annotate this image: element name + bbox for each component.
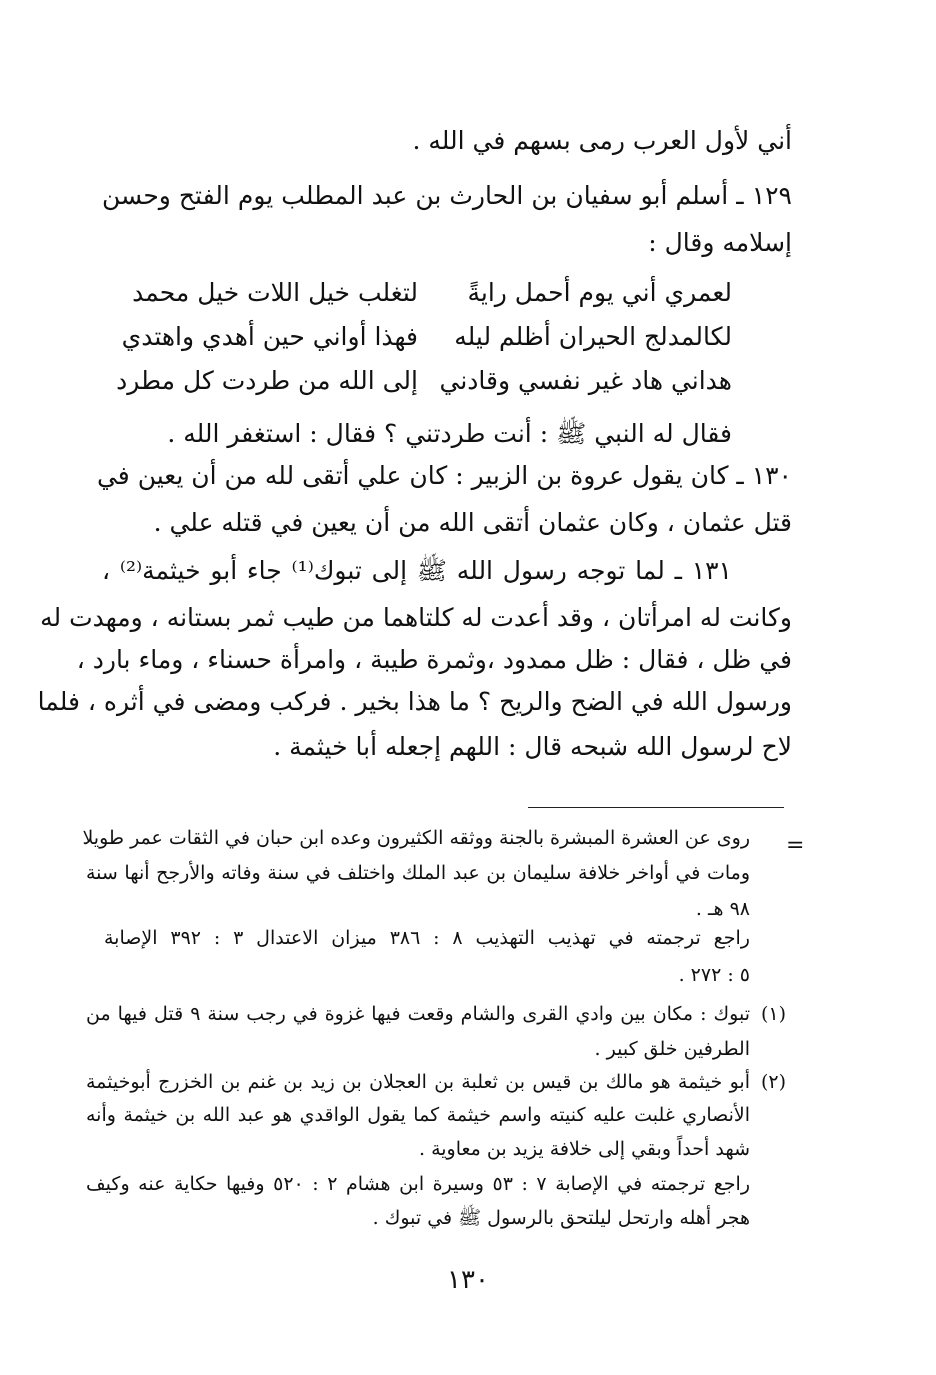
text-line-1: أني لأول العرب رمى بسهم في الله . [412,126,792,155]
footnote-cont-line-3: ٩٨ هـ . [695,898,750,920]
verse-2-left: فهذا أواني حين أهدي واهتدي [121,322,418,351]
footnote-cont-line-5: ٥ : ٢٧٢ . [678,964,750,986]
page-number: ١٣٠ [447,1265,489,1295]
text-line-3: إسلامه وقال : [648,228,792,257]
footnote-1-line-2: الطرفين خلق كبير . [594,1038,750,1060]
footnote-2-line-3: شهد أحداً وبقي إلى خلافة يزيد بن معاوية . [418,1138,750,1160]
continuation-mark: = [786,833,805,858]
text-line-131: ١٣١ ـ لما توجه رسول الله ﷺ إلى تبوك⁽¹⁾ جاء أبو خيثمة⁽²⁾ ، [102,556,732,585]
text-line-10: ورسول الله في الضح والريح ؟ ما هذا بخير . فركب ومضى في أثره ، فلما [37,687,792,716]
footnote-1-marker: (١) [760,1003,786,1025]
footnote-separator [528,807,784,808]
text-line-4: فقال له النبي ﷺ : أنت طردتني ؟ فقال : استغفر الله . [167,419,732,448]
footnote-2-line-4: راجع ترجمته في الإصابة ٧ : ٥٣ وسيرة ابن هشام ٢ : ٥٢٠ وفيها حكاية عنه وكيف [86,1173,751,1195]
text-line-6: قتل عثمان ، وكان عثمان أتقى الله من أن يعين في قتله علي . [153,508,792,537]
verse-2-right: لكالمدلج الحيران أظلم ليله [454,322,732,351]
footnote-2-line-2: الأنصاري غلبت عليه كنيته واسم خيثمة كما يقول الواقدي هو عبد الله بن خيثمة وأنه [86,1104,750,1126]
footnote-2-line-5: هجر أهله وارتحل ليلتحق بالرسول ﷺ في تبوك . [372,1207,750,1229]
footnote-cont-line-2: ومات في أواخر خلافة سليمان بن عبد الملك واختلف في سنة وفاته والأرجح أنها سنة [86,862,750,884]
text-line-8: وكانت له امرأتان ، وقد أعدت له كلتاهما من طيب ثمر بستانه ، ومهدت له [40,603,792,632]
text-line-129: ١٢٩ ـ أسلم أبو سفيان بن الحارث بن عبد المطلب يوم الفتح وحسن [102,181,792,210]
footnote-2-marker: (٢) [760,1071,786,1093]
verse-3-right: هداني هاد غير نفسي وقادني [439,366,732,395]
text-line-130: ١٣٠ ـ كان يقول عروة بن الزبير : كان علي أتقى لله من أن يعين في [96,461,792,490]
verse-1-left: لتغلب خيل اللات خيل محمد [132,278,418,307]
footnote-1-line-1: تبوك : مكان بين وادي القرى والشام وقعت فيها غزوة في رجب سنة ٩ قتل فيها من [86,1003,750,1025]
footnote-cont-line-1: روى عن العشرة المبشرة بالجنة ووثقه الكثيرون وعده ابن حبان في الثقات عمر طويلا [82,827,750,849]
text-line-9: في ظل ، فقال : ظل ممدود ،وثمرة طيبة ، وامرأة حسناء ، وماء بارد ، [76,645,792,674]
text-line-11: لاح لرسول الله شبحه قال : اللهم إجعله أبا خيثمة . [273,732,792,761]
footnote-cont-line-4: راجع ترجمته في تهذيب التهذيب ٨ : ٣٨٦ ميزان الاعتدال ٣ : ٣٩٢ الإصابة [104,927,750,949]
verse-3-left: إلى الله من طردت كل مطرد [116,366,418,395]
footnote-2-line-1: أبو خيثمة هو مالك بن قيس بن ثعلبة بن العجلان بن زيد بن غنم بن الخزرج أبوخيثمة [86,1071,750,1093]
verse-1-right: لعمري أني يوم أحمل رايةً [467,278,732,307]
